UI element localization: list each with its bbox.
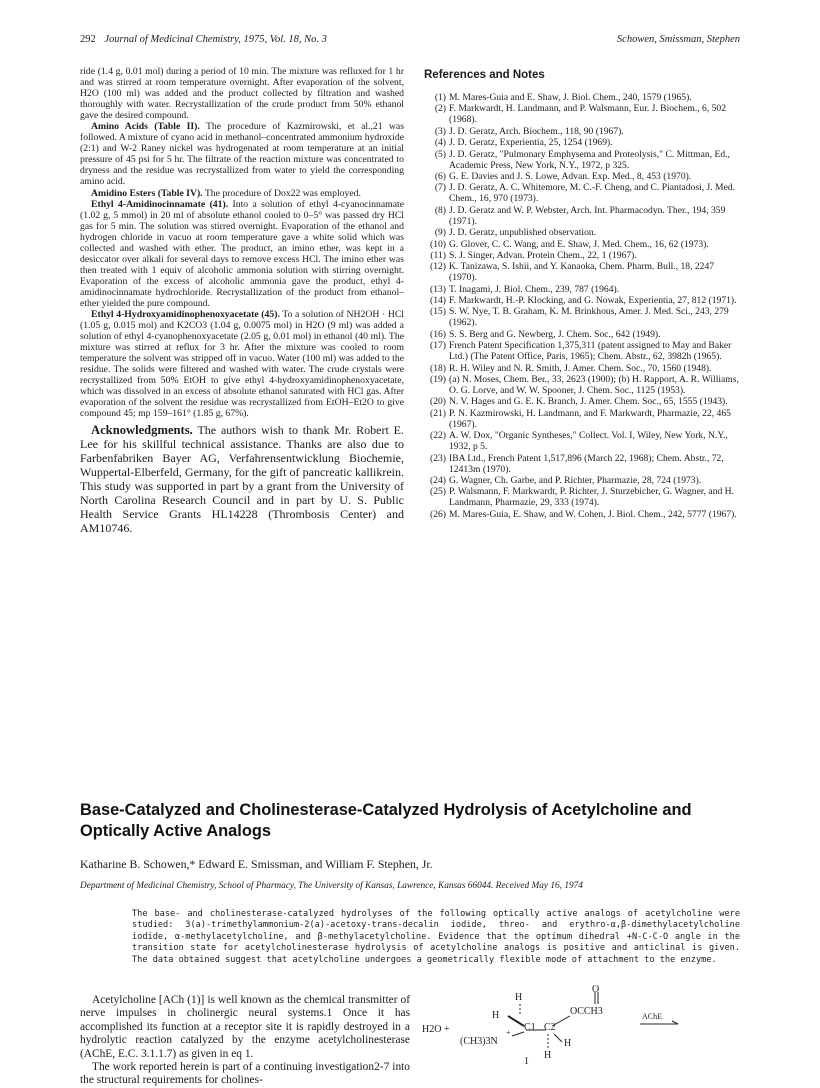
reference-number: (6) (434, 170, 446, 182)
reference-number: (4) (434, 137, 446, 149)
references-column (424, 70, 740, 520)
text-acknowledgments: The authors wish to thank Mr. Robert E. Lee for his skillful technical assistance. Thanks are also due to Farbenfabriken Bayer AG, Verfahrensentwicklung Biochemie, Wuppertal-Elberfeld, Germany, for the gift of pancreatic kallikrein. This study was supported in part by a grant from the University of North Carolina Research Council and in part by U. S. Public Health Service Grants HL14228 (Thrombosis Center) and AM10746. (80, 422, 404, 535)
reference-number: (19) (430, 374, 446, 386)
heading-compound-41: Ethyl 4-Amidinocinnamate (41). (91, 198, 229, 210)
reference-item (424, 149, 740, 171)
reference-number: (10) (430, 238, 446, 250)
reference-item (424, 137, 740, 148)
reference-number: (22) (430, 430, 446, 442)
running-head (80, 34, 740, 48)
intro-paragraph-2: The work reported herein is part of a continuing investigation2-7 into the structural requirements for cholines- (80, 1061, 410, 1087)
intro-paragraph-1: Acetylcholine [ACh (1)] is well known as the chemical transmitter of nerve impulses in cholinergic neural systems.1 Once it has accomplished its function at a receptor site it is rapidly destroyed in a hydrolytic reaction catalyzed by the enzyme acetylcholinesterase (AChE, E.C. 3.1.1.7) as given in eq 1. (80, 994, 410, 1060)
reference-item (424, 284, 740, 295)
ammonium-charge: + (506, 1028, 511, 1037)
hydrogen-right: H (564, 1038, 572, 1049)
reference-number: (16) (430, 328, 446, 340)
reference-number: (18) (430, 362, 446, 374)
reference-item (424, 486, 740, 508)
scheme-bonds (420, 990, 750, 1068)
reference-number: (2) (434, 103, 446, 115)
references-title: References and Notes (424, 69, 545, 81)
reference-text: J. D. Geratz, unpublished observation. (449, 227, 597, 239)
reference-item (424, 509, 740, 520)
reference-number: (23) (430, 452, 446, 464)
reference-text: F. Markwardt, H. Landmann, and P. Walsmann, Eur. J. Biochem., 6, 502 (1968). (449, 103, 726, 126)
text-amidino-esters: The procedure of Dox22 was employed. (202, 187, 361, 199)
reference-text: R. H. Wiley and N. R. Smith, J. Amer. Chem. Soc., 70, 1560 (1948). (449, 362, 712, 374)
reference-item (424, 340, 740, 362)
hydrogen-bottom: H (544, 1050, 552, 1061)
reference-number: (15) (430, 306, 446, 318)
reference-text: J. D. Geratz, Arch. Biochem., 118, 90 (1967). (449, 125, 624, 137)
reference-number: (9) (434, 227, 446, 239)
reference-text: P. N. Kazmirowski, H. Landmann, and F. Markwardt, Pharmazie, 22, 465 (1967). (449, 407, 731, 430)
abstract: The base- and cholinesterase-catalyzed hydrolyses of the following optically active analogs of acetylcholine were studied: 3(a)-trimethylammonium-2(a)-acetoxy-trans-decalin iodide, threo- and erythro-α,β-dimethylacetylcholine iodide, α-methylacetylcholine, and β-methylacetylcholine. Evidence that the optimum dihedral +N-C-C-O angle in the transition state for acetylcholinesterase hydrolysis of acetylcholine analogs is positive and anticlinal is given. The data obtained suggest that acetylcholine undergoes a geometrically flexible mode of attachment to the enzyme. (132, 909, 740, 965)
reference-item (424, 239, 740, 250)
journal-citation: Journal of Medicinal Chemistry, 1975, Vol. 18, No. 3 (104, 34, 327, 45)
page-number: 292 (80, 34, 96, 45)
reference-item (424, 306, 740, 328)
carbon-1: C1 (524, 1022, 536, 1033)
compound-number: 1 (524, 1056, 529, 1067)
heading-amidino-esters: Amidino Esters (Table IV). (91, 187, 203, 199)
article-title: Base-Catalyzed and Cholinesterase-Catalyzed Hydrolysis of Acetylcholine and Optically Active Analogs (80, 801, 692, 840)
hydrogen-top: H (515, 992, 523, 1003)
running-authors: Schowen, Smissman, Stephen (616, 34, 740, 45)
reference-item (424, 363, 740, 374)
article-authors: Katharine B. Schowen,* Edward E. Smissman, and William F. Stephen, Jr. (80, 857, 433, 871)
reference-item (424, 329, 740, 340)
reference-text: S. W. Nye, T. B. Graham, K. M. Brinkhous, Amer. J. Med. Sci., 243, 279 (1962). (449, 306, 729, 329)
text-compound-45: To a solution of NH2OH · HCl (1.05 g, 0.015 mol) and K2CO3 (1.04 g, 0.0075 mol) in H2O (9 ml) was added a solution of ethyl 4-cyanophenoxyacetate (2.05 g, 0.01 mol) in ethanol (40 ml). The mixture was stirred at reflux for 3 hr. After the mixture was cooled to room temperature the solvent was stripped off in vacuo. Water (100 ml) was added to the residue. The solids were filtered and washed with water. The crude crystals were recrystallized from 50% EtOH to give ethyl 4-hydroxyamidinophenoxyacetate, which was dissolved in an excess of absolute ethanol saturated with HCl gas. After evaporation of the solvent the residue was recrystallized from EtOH–Et2O to give compound 45; mp 159–161° (1.85 g, 67%). (80, 309, 404, 420)
heading-compound-45: Ethyl 4-Hydroxyamidinophenoxyacetate (45). (91, 309, 280, 321)
reference-item (424, 227, 740, 238)
reference-number: (7) (434, 182, 446, 194)
reference-item (424, 182, 740, 204)
reference-number: (26) (430, 508, 446, 520)
introduction (80, 994, 410, 1088)
reference-number: (5) (434, 148, 446, 160)
water-reactant: H2O + (422, 1024, 450, 1035)
reference-text: G. E. Davies and J. S. Lowe, Advan. Exp. Med., 8, 453 (1970). (449, 170, 692, 182)
heading-amino-acids: Amino Acids (Table II). (91, 121, 200, 133)
reference-text: (a) N. Moses, Chem. Ber., 33, 2623 (1900); (b) H. Rapport, A. R. Williams, O. G. Lorve, and W. W. Spooner, J. Chem. Soc., 1125 (1953). (449, 374, 739, 397)
reference-number: (3) (434, 125, 446, 137)
reference-text: K. Tanizawa, S. Ishii, and Y. Kanaoka, Chem. Pharm. Bull., 18, 2247 (1970). (449, 261, 715, 284)
carbon-2: C2 (544, 1022, 556, 1033)
reference-text: T. Inagami, J. Biol. Chem., 239, 787 (1964). (449, 283, 620, 295)
reference-list (424, 92, 740, 520)
reference-item (424, 92, 740, 103)
reference-number: (14) (430, 295, 446, 307)
reference-text: French Patent Specification 1,375,311 (patent assigned to May and Baker Ltd.) (The Patent Office, Paris, 1965); Chem. Abstr., 62, 3982h (1965). (449, 340, 732, 363)
reference-text: F. Markwardt, H.-P. Klocking, and G. Nowak, Experientia, 27, 812 (1971). (449, 295, 737, 307)
reference-number: (25) (430, 486, 446, 498)
reference-text: S. J. Singer, Advan. Protein Chem., 22, 1 (1967). (449, 249, 637, 261)
left-column (80, 66, 404, 535)
reference-item (424, 103, 740, 125)
reference-item (424, 430, 740, 452)
reference-item (424, 261, 740, 283)
text-amino-acids: The procedure of Kazmirowski, et al.,21 was followed. A mixture of cyano acid in methanol–concentrated ammonium hydroxide (2:1) and W-2 Raney nickel was hydrogenated at room temperature at an initial pressure of 45 psi for 5 hr. The filtrate of the reaction mixture was concentrated to dryness and the residue was recrystallized from water to yield the corresponding amino acid. (80, 121, 404, 188)
acetoxy-group: OCCH3 (570, 1006, 603, 1017)
reference-text: G. Glover, C. C. Wang, and E. Shaw, J. Med. Chem., 16, 62 (1973). (449, 238, 709, 250)
reference-number: (17) (430, 340, 446, 352)
reaction-scheme (420, 984, 750, 1068)
reference-number: (20) (430, 396, 446, 408)
reference-item (424, 453, 740, 475)
reference-text: J. D. Geratz, A. C. Whitemore, M. C.-F. Cheng, and C. Piantadosi, J. Med. Chem., 16, 970 (1973). (449, 182, 736, 205)
reference-item (424, 171, 740, 182)
reference-item (424, 408, 740, 430)
reference-item (424, 475, 740, 486)
enzyme-label: AChE (642, 1012, 662, 1021)
carbonyl-oxygen: O (592, 984, 600, 995)
reference-number: (24) (430, 474, 446, 486)
reference-text: J. D. Geratz, Experientia, 25, 1254 (1969). (449, 137, 613, 149)
reference-item (424, 250, 740, 261)
paragraph-compound-41 (80, 199, 404, 309)
reference-text: P. Walsmann, F. Markwardt, P. Richter, J. Sturzebicher, G. Wagner, and H. Landmann, Pharmazie, 29, 333 (1974). (449, 486, 735, 509)
trimethylammonium: (CH3)3N (460, 1036, 498, 1047)
acknowledgments (80, 423, 404, 535)
reference-text: IBA Ltd., French Patent 1,517,896 (March 22, 1968); Chem. Abstr., 72, 12413m (1970). (449, 452, 724, 475)
paragraph-amino-acids (80, 121, 404, 187)
reference-text: N. V. Hages and G. E. K. Branch, J. Amer. Chem. Soc., 65, 1555 (1943). (449, 396, 728, 408)
hydrogen-left: H (492, 1010, 500, 1021)
reference-text: A. W. Dox, "Organic Syntheses," Collect. Vol. I, Wiley, New York, N.Y., 1932, p 5. (449, 430, 728, 453)
reference-number: (21) (430, 407, 446, 419)
reference-number: (11) (430, 249, 446, 261)
reference-item (424, 126, 740, 137)
reference-text: G. Wagner, Ch. Garbe, and P. Richter, Pharmazie, 28, 724 (1973). (449, 474, 702, 486)
reference-item (424, 396, 740, 407)
paragraph-compound-45 (80, 309, 404, 419)
paragraph-amidino-esters (80, 188, 404, 199)
reference-number: (8) (434, 204, 446, 216)
reference-text: J. D. Geratz and W. P. Webster, Arch. Int. Pharmacodyn. Ther., 194, 359 (1971). (449, 204, 726, 227)
reference-text: M. Mares-Guia, E. Shaw, and W. Cohen, J. Biol. Chem., 242, 5777 (1967). (449, 508, 737, 520)
reference-number: (1) (434, 92, 446, 103)
reference-item (424, 374, 740, 396)
reference-item (424, 295, 740, 306)
reference-number: (13) (430, 283, 446, 295)
reference-text: J. D. Geratz, "Pulmonary Emphysema and Proteolysis," C. Mittman, Ed., Academic Press, New York, N.Y., 1972, p 325. (449, 148, 730, 171)
paragraph-continued: ride (1.4 g, 0.01 mol) during a period of 10 min. The mixture was refluxed for 1 hr and was stirred at room temperature overnight. After evaporation of the solvent, H2O (100 ml) was added and the product collected by filtration and washed thoroughly with water. Recrystallization of the crude product from 50% ethanol gave the desired compound. (80, 66, 404, 122)
reference-text: M. Mares-Guia and E. Shaw, J. Biol. Chem., 240, 1579 (1965). (449, 92, 692, 103)
reference-text: S. S. Berg and G. Newberg, J. Chem. Soc., 642 (1949). (449, 328, 661, 340)
reference-number: (12) (430, 261, 446, 273)
heading-acknowledgments: Acknowledgments. (91, 422, 193, 437)
text-compound-41: Into a solution of ethyl 4-cyanocinnamate (1.02 g, 5 mmol) in 20 ml of absolute ethanol cooled to 0–5° was passed dry HCl gas for 5 min. The solution was stirred overnight. Evaporation of the ethanol and hydrogen chloride in vacuo at room temperature gave a white solid which was collected and washed with ether. The product, an imino ether, was kept in a desiccator over alkali for several days to remove excess HCl. The imino ether was then treated with 1 equiv of alcoholic ammonia solution with stirring overnight. Evaporation of the excess of alcoholic ammonia gave the product, ethyl 4-amidinocinnamate hydrochloride. Recrystallization of the product from ethanol–ether yielded the pure compound. (80, 198, 404, 309)
reference-item (424, 205, 740, 227)
author-affiliation: Department of Medicinal Chemistry, School of Pharmacy, The University of Kansas, Lawrence, Kansas 66044. Received May 16, 1974 (80, 881, 583, 891)
